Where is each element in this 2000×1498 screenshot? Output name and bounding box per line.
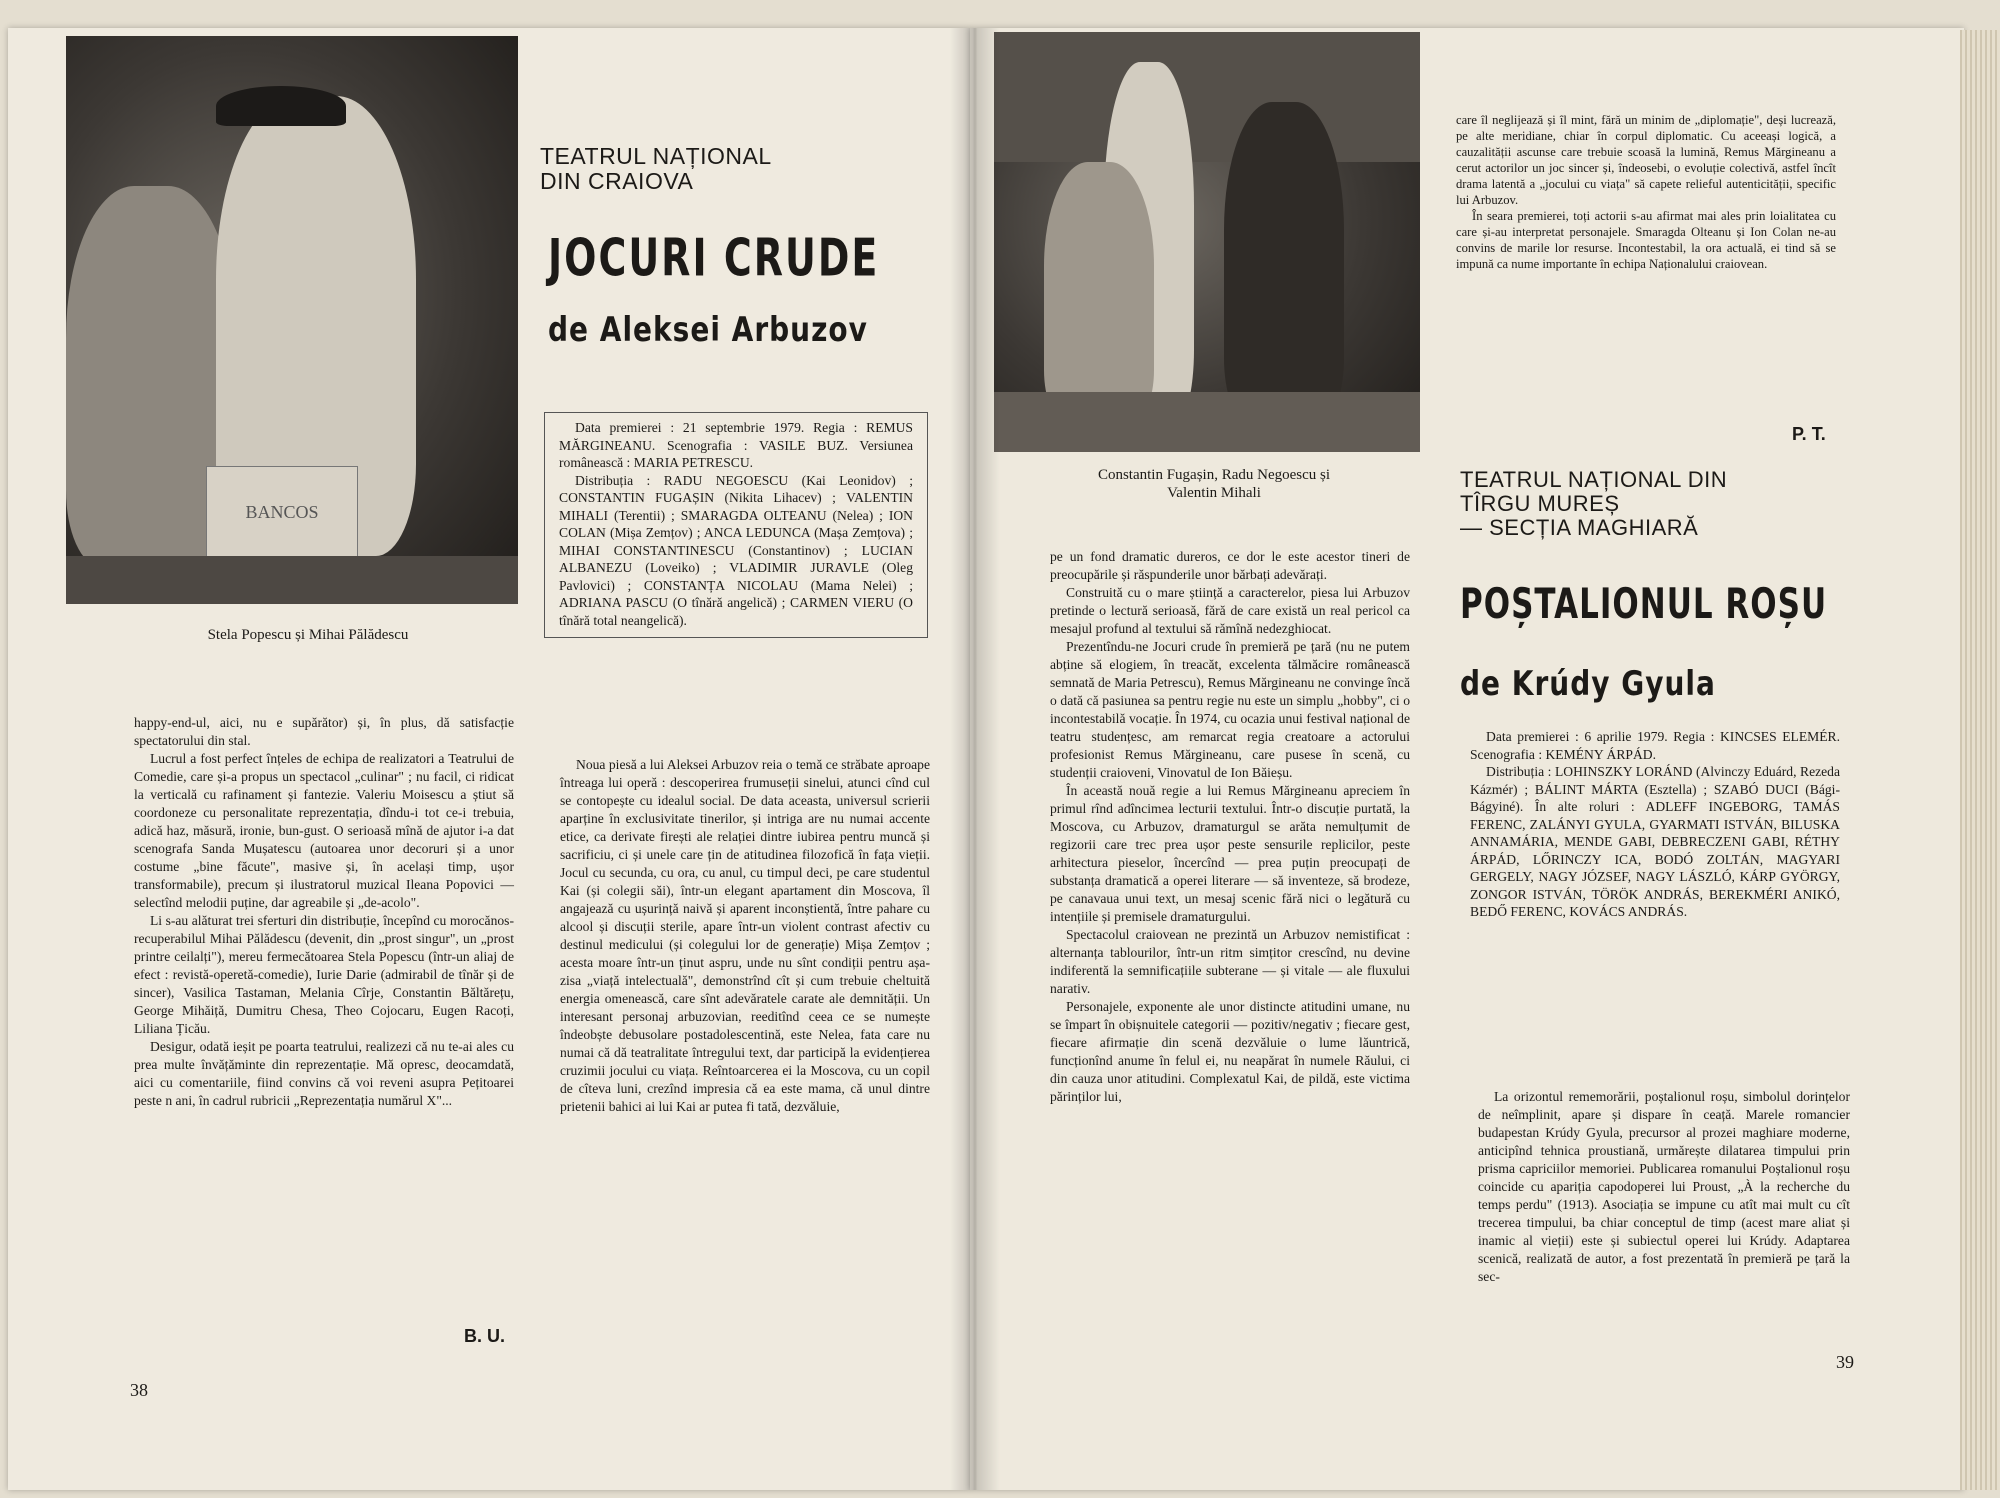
credits-cast: Distribuția : RADU NEGOESCU (Kai Leonidov) ; CONSTANTIN FUGAȘIN (Nikita Lihacev) ; VALENTIN MIHALI (Terentii) ; SMARAGDA OLTEANU (Nelea) ; ION COLAN (Mișa Zemțov) ; ANCA LEDUNCA (Mașa Zemțova) ; MIHAI CONSTANTINESCU (Constantinov) ; LUCIAN ALBANEZU (Loveiko) ; VLADIMIR JURAVLE (Oleg Pavlovici) ; CONSTANȚA NICOLAU (Mama Nelei) ; ADRIANA PASCU (O tînără angelică) ; CARMEN VIERU (O tînără total neangelică). bbox=[559, 472, 913, 628]
theatre-name-line: — SECȚIA MAGHIARĂ bbox=[1460, 515, 1699, 540]
paragraph: Spectacolul craiovean ne prezintă un Arbuzov nemistificat : alternanța tablourilor, într-un ritm simțitor crescînd, nu devine indiferentă la semnificațiile subterane — și vitale — ale fluxului narativ. bbox=[1050, 927, 1410, 996]
column-left-2 bbox=[560, 756, 930, 1116]
theatre-name-line: TEATRUL NAȚIONAL bbox=[540, 143, 772, 169]
paragraph: care îl neglijează și îl mint, fără un minim de „diplomație", deși lucrează, pe alte meridiane, chiar în corpul diplomatic. Cu aceeași logică, a cauzalității ascunse care trebuie scoasă la lumină, Remus Mărgineanu a cerut actorilor un joc sincer și, îndeosebi, o evoluție colectivă, astfel încît drama latentă a „jocului cu viața" să capete relieful autenticității, specific lui Arbuzov. bbox=[1456, 113, 1836, 207]
photo-sign: BANCOS bbox=[206, 466, 358, 558]
credits-premiere: Data premierei : 6 aprilie 1979. Regia : KINCSES ELEMÉR. Scenografia : KEMÉNY ÁRPÁD. bbox=[1470, 729, 1840, 762]
column-right-1 bbox=[1050, 548, 1410, 1106]
column-left-1 bbox=[134, 714, 514, 1110]
play-author: de Aleksei Arbuzov bbox=[548, 310, 868, 350]
credits-block bbox=[1470, 728, 1840, 921]
play-title: POȘTALIONUL ROȘU bbox=[1460, 580, 1828, 629]
photo-stela-popescu-mihai-paladescu bbox=[66, 36, 518, 604]
photo-caption: Stela Popescu și Mihai Pălădescu bbox=[207, 627, 409, 643]
paragraph: La orizontul rememorării, poștalionul roșu, simbolul dorințelor de neîmplinit, apare și dispare în ceață. Marele romancier budapestan Krúdy Gyula, precursor al prozei maghiare moderne, anticipînd tehnica proustiană, urmărește dilatarea timpului prin prisma capriciilor memoriei. Publicarea romanului Poștalionul roșu coincide cu apariția capodoperei lui Proust, „À la recherche du temps perdu" (1913). Asociația se impune cu atît mai mult cu cît trecerea timpului, ba chiar conceptul de timp (acest mare aliat și inamic al vieții) este și subiectul operei lui Krúdy. Adaptarea scenică, realizată de autor, a fost prezentată în premieră pe țară la sec- bbox=[1478, 1089, 1850, 1284]
column-right-2-top bbox=[1456, 112, 1836, 272]
photo-fugasin-negoescu-mihali bbox=[994, 32, 1420, 452]
theatre-name bbox=[1460, 468, 1880, 540]
credits-premiere: Data premierei : 21 septembrie 1979. Regia : REMUS MĂRGINEANU. Scenografia : VASILE BUZ. Versiunea românească : MARIA PETRESCU. bbox=[559, 420, 913, 470]
theatre-name-line: TEATRUL NAȚIONAL DIN bbox=[1460, 467, 1728, 492]
book-page-edges bbox=[1960, 30, 2000, 1490]
credits-cast: Distribuția : LOHINSZKY LORÁND (Alvinczy Eduárd, Rezeda Kázmér) ; BÁLINT MÁRTA (Esztella) ; SZABÓ DUCI (Bági-Bágyiné). În alte roluri : ADLEFF INGEBORG, TAMÁS FERENC, ZALÁNYI GYULA, GYARMATI ISTVÁN, BILUSKA ANNAMÁRIA, MENDE GABI, DEBRECZENI GABI, RÉTHY ÁRPÁD, LŐRINCZY ICA, BODÓ ZOLTÁN, MAGYARI GERGELY, NAGY JÓZSEF, NAGY LÁSZLÓ, KÁRP GYÖRGY, ZONGOR ISTVÁN, TÖRÖK ANDRÁS, BEREKMÉRI ANIKÓ, BEDŐ FERENC, KOVÁCS ANDRÁS. bbox=[1470, 764, 1840, 919]
paragraph: pe un fond dramatic dureros, ce dor le este acestor tineri de preocupările și răspunderile unor bărbați adevărați. bbox=[1050, 549, 1410, 582]
paragraph: Noua piesă a lui Aleksei Arbuzov reia o temă ce străbate aproape întreaga lui operă : descoperirea frumuseții sinelui, atunci cînd cul se contopește cu idealul social. De data aceasta, universul scrierii aparține în exclusivitate tinerilor, și intriga are nu numai accente etice, ca derivate firești ale relației dintre iubirea pentru muncă și sacrificiu, ci și unele care țin de atitudinea filozofică în fața vieții. Jocul cu secunda, cu ora, cu anul, cu timpul deci, pe care studentul Kai (și colegii săi), într-un elegant apartament din Moscova, îl angajează cu ușurință naivă și aparent inconștientă, între pahare cu alcool și discuții sterile, apare într-un violent contrast afectiv cu destinul medicului (și colegului lor de generație) Mișa Zemțov ; acesta moare într-un ținut aspru, unde nu sînt condiții pentru așa-zisa „viață intelectuală", demonstrînd cît și cum trebuie cheltuită energia omenească, care sînt adevăratele carate ale demnității. Un interesant personaj arbuzovian, reeditînd ceea ce se numește îndeobște debusolare postadolescentină, este Nelea, fata care nu numai că dă teatralitate întregului text, dar participă la evidențierea cruzimii jocului cu viața. Reîntoarcerea ei la Moscova, cu un copil de cîteva luni, crezînd impresia că ea este mama, că unul dintre prietenii bahici ai lui Kai ar putea fi tată, dezvăluie, bbox=[560, 757, 930, 1114]
page-number: 39 bbox=[1836, 1352, 1854, 1372]
paragraph: În seara premierei, toți actorii s-au afirmat mai ales prin loialitatea cu care și-au interpretat personajele. Smaragda Olteanu și Ion Colan ne-au convins de marile lor resurse. Incontestabil, la ora actuală, ei tind să se impună ca nume importante în echipa Naționalului craiovean. bbox=[1456, 209, 1836, 271]
page-number: 38 bbox=[130, 1380, 148, 1400]
column-right-2-bottom bbox=[1478, 1088, 1850, 1286]
theatre-name-line: TÎRGU MUREȘ bbox=[1460, 491, 1620, 516]
right-page bbox=[970, 28, 1964, 1490]
paragraph: Desigur, odată ieșit pe poarta teatrului, realizezi că nu te-ai ales cu prea multe învățăminte din reprezentație. Mă opresc, deocamdată, aici cu comentariile, fiind convins că voi reveni asupra Pețitoarei peste n ani, în cadrul rubricii „Reprezentația numărul X"... bbox=[134, 1039, 514, 1108]
play-author: de Krúdy Gyula bbox=[1460, 664, 1716, 704]
paragraph: Personajele, exponente ale unor distincte atitudini umane, nu se împart în obișnuitele categorii — pozitiv/negativ ; fiecare gest, fiecare afirmație din scenă dezvăluie o lume lăuntrică, funcționînd anume în felul ei, nu neapărat în numele Răului, ci din cauza unor atitudini. Complexatul Kai, de pildă, este victima părinților lui, bbox=[1050, 999, 1410, 1104]
credits-box bbox=[544, 412, 928, 638]
left-page bbox=[8, 28, 970, 1490]
paragraph: Construită cu o mare știință a caracterelor, piesa lui Arbuzov pretinde o lectură serioasă, fără de care există un real pericol ca mesajul profund al textului să rămînă nedezghiocat. bbox=[1050, 585, 1410, 636]
photo-caption: Constantin Fugașin, Radu Negoescu și Valentin Mihali bbox=[1097, 467, 1331, 501]
signature: B. U. bbox=[464, 1326, 506, 1346]
paragraph: În această nouă regie a lui Remus Mărgineanu apreciem în primul rînd adîncimea lecturii textului. Într-o discuție purtată, la Moscova, cu Arbuzov, dramaturgul se arăta nemulțumit de regizorii care trec prea ușor peste sensurile replicilor, peste arhitectura pieselor, încercînd — prea puțin preocupați de substanța dramatică a operei literare — să inventeze, să brodeze, pe canavaua unui text, un mesaj scenic fără nici o legătură cu intențiile și premisele dramaturgului. bbox=[1050, 783, 1410, 924]
theatre-name bbox=[540, 144, 920, 194]
paragraph: happy-end-ul, aici, nu e supărător) și, în plus, dă satisfacție spectatorului din stal. bbox=[134, 715, 514, 748]
signature: P. T. bbox=[1792, 424, 1826, 444]
paragraph: Li s-au alăturat trei sferturi din distribuție, începînd cu morocănos-recuperabilul Mihai Pălădescu (devenit, din „prost singur", un „prost printre ceilalți"), mereu fermecătoarea Stela Popescu (într-un aliaj de efect : revistă-operetă-comedie), Iurie Darie (admirabil de tînăr și de sincer), Vasilica Tastaman, Melania Cîrje, Constantin Băltărețu, George Mihăiță, Dumitru Chesa, Theo Cojocaru, Eugen Racoți, Liliana Țicău. bbox=[134, 913, 514, 1036]
paragraph: Prezentîndu-ne Jocuri crude în premieră pe țară (nu ne putem abține să elogiem, în treacăt, excelenta tălmăcire românească semnată de Maria Petrescu), Remus Mărgineanu ne convinge încă o dată că pasiunea sa pentru regie nu este un simplu „hobby", ci o incontestabilă vocație. În 1974, cu ocazia unui festival național de teatru studențesc, am remarcat regia creatoare a actorului profesionist Remus Mărgineanu, care pusese în scenă, cu studenții craioveni, Vinovatul de Ion Băieșu. bbox=[1050, 639, 1410, 780]
theatre-name-line: DIN CRAIOVA bbox=[540, 168, 694, 194]
paragraph: Lucrul a fost perfect înțeles de echipa de realizatori a Teatrului de Comedie, care și-a propus un spectacol „culinar" ; nu facil, ci ridicat la verticală cu rafinament și fantezie. Valeriu Moisescu a știut să coordoneze cu personalitate reprezentația, dîndu-i tot ce-i trebuia, adică haz, măsură, ironie, bun-gust. O serioasă mînă de ajutor i-a dat scenografa Sanda Mușatescu (autoarea unor decoruri și a unor costume „bine făcute", masive și, în același timp, ușor transformabile), precum și ilustratorul muzical Ileana Popovici — selectînd melodii puține, dar agreabile și „de-acolo". bbox=[134, 751, 514, 910]
play-title: JOCURI CRUDE bbox=[548, 228, 880, 288]
